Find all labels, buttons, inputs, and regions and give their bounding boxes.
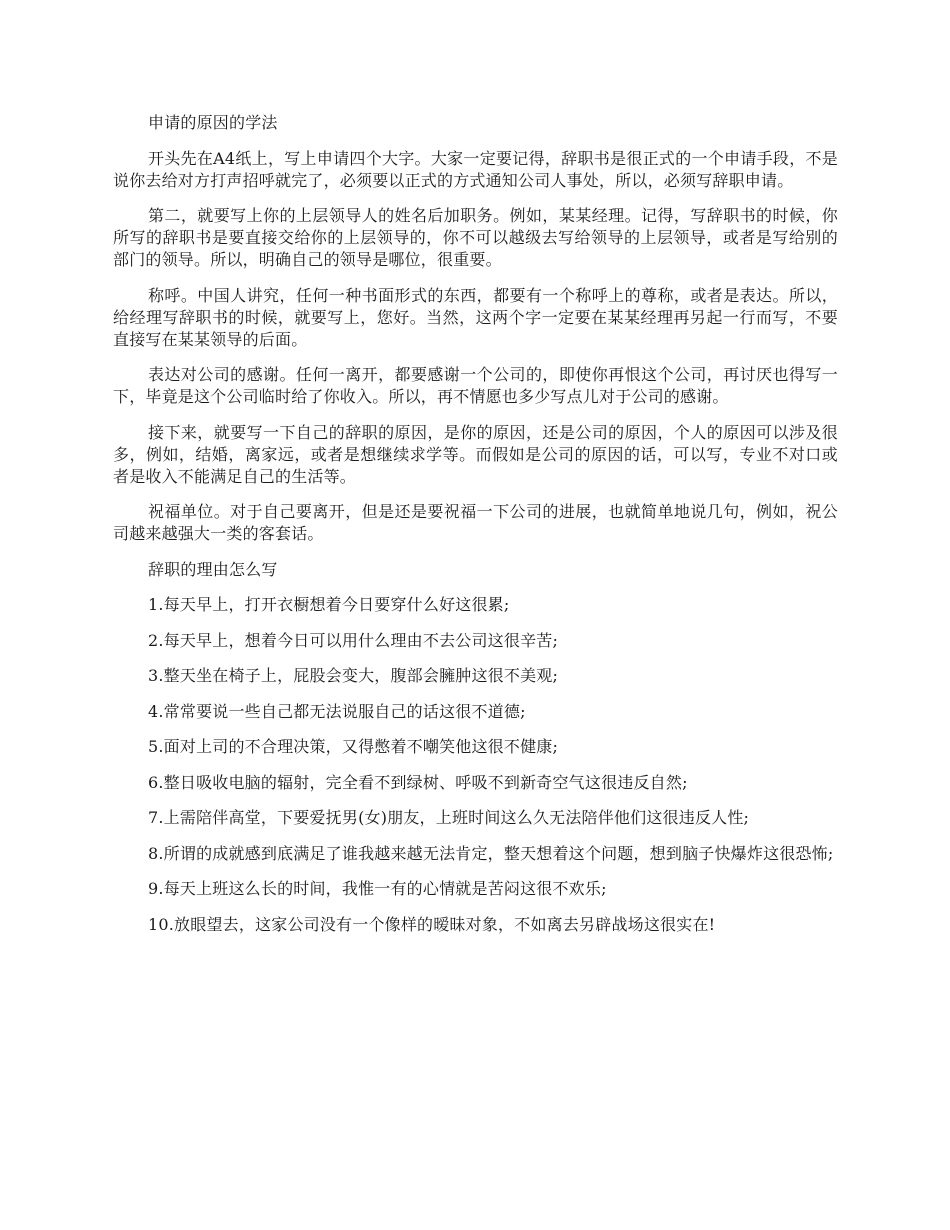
list-item-6: 6.整日吸收电脑的辐射，完全看不到绿树、呼吸不到新奇空气这很违反自然;	[148, 772, 688, 792]
list-item-2: 2.每天早上，想着今日可以用什么理由不去公司这很辛苦;	[148, 630, 559, 650]
list-item-7: 7.上需陪伴高堂，下要爱抚男(女)朋友，上班时间这么久无法陪伴他们这很违反人性;	[148, 808, 750, 827]
section-heading-reason: 申请的原因的学法	[148, 113, 278, 132]
list-item-8: 8.所谓的成就感到底满足了谁我越来越无法肯定，整天想着这个问题，想到脑子快爆炸这很恐怖;	[148, 843, 834, 863]
list-item-1: 1.每天早上，打开衣橱想着今日要穿什么好这很累;	[148, 595, 510, 614]
list-item-4: 4.常常要说一些自己都无法说服自己的话这很不道德;	[148, 701, 526, 721]
section-heading-how-to-write: 辞职的理由怎么写	[148, 559, 278, 579]
paragraph-a4-paper: 开头先在A4纸上，写上申请四个大字。大家一定要记得，辞职书是很正式的一个申请手段，不是说你去给对方打声招呼就完了，必须要以正式的方式通知公司人事处，所以，必须写辞职申请。	[113, 148, 838, 190]
document-body	[113, 112, 838, 949]
list-item-10: 10.放眼望去，这家公司没有一个像样的暧昧对象，不如离去另辟战场这很实在!	[148, 914, 716, 934]
paragraph-blessing: 祝福单位。对于自己要离开，但是还是要祝福一下公司的进展，也就简单地说几句，例如，祝公司越来越强大一类的客套话。	[113, 502, 838, 543]
paragraph-leader-name: 第二，就要写上你的上层领导人的姓名后加职务。例如，某某经理。记得，写辞职书的时候，你所写的辞职书是要直接交给你的上层领导的，你不可以越级去写给领导的上层领导，或者是写给别的部门的领导。所以，明确自己的领导是哪位，很重要。	[113, 206, 838, 269]
list-item-9: 9.每天上班这么长的时间，我惟一有的心情就是苦闷这很不欢乐;	[148, 879, 607, 898]
paragraph-reasons: 接下来，就要写一下自己的辞职的原因，是你的原因，还是公司的原因，个人的原因可以涉及很多，例如，结婚，离家远，或者是想继续求学等。而假如是公司的原因的话，可以写，专业不对口或者是收入不能满足自己的生活等。	[113, 422, 838, 486]
paragraph-thanks: 表达对公司的感谢。任何一离开，都要感谢一个公司的，即使你再恨这个公司，再讨厌也得写一下，毕竟是这个公司临时给了你收入。所以，再不情愿也多少写点儿对于公司的感谢。	[113, 365, 838, 406]
list-item-3: 3.整天坐在椅子上，屁股会变大，腹部会臃肿这很不美观;	[148, 666, 559, 685]
list-item-5: 5.面对上司的不合理决策，又得憋着不嘲笑他这很不健康;	[148, 737, 559, 756]
paragraph-salutation: 称呼。中国人讲究，任何一种书面形式的东西，都要有一个称呼上的尊称，或者是表达。所以，给经理写辞职书的时候，就要写上，您好。当然，这两个字一定要在某某经理再另起一行而写，不要直接写在某某领导的后面。	[113, 285, 838, 349]
